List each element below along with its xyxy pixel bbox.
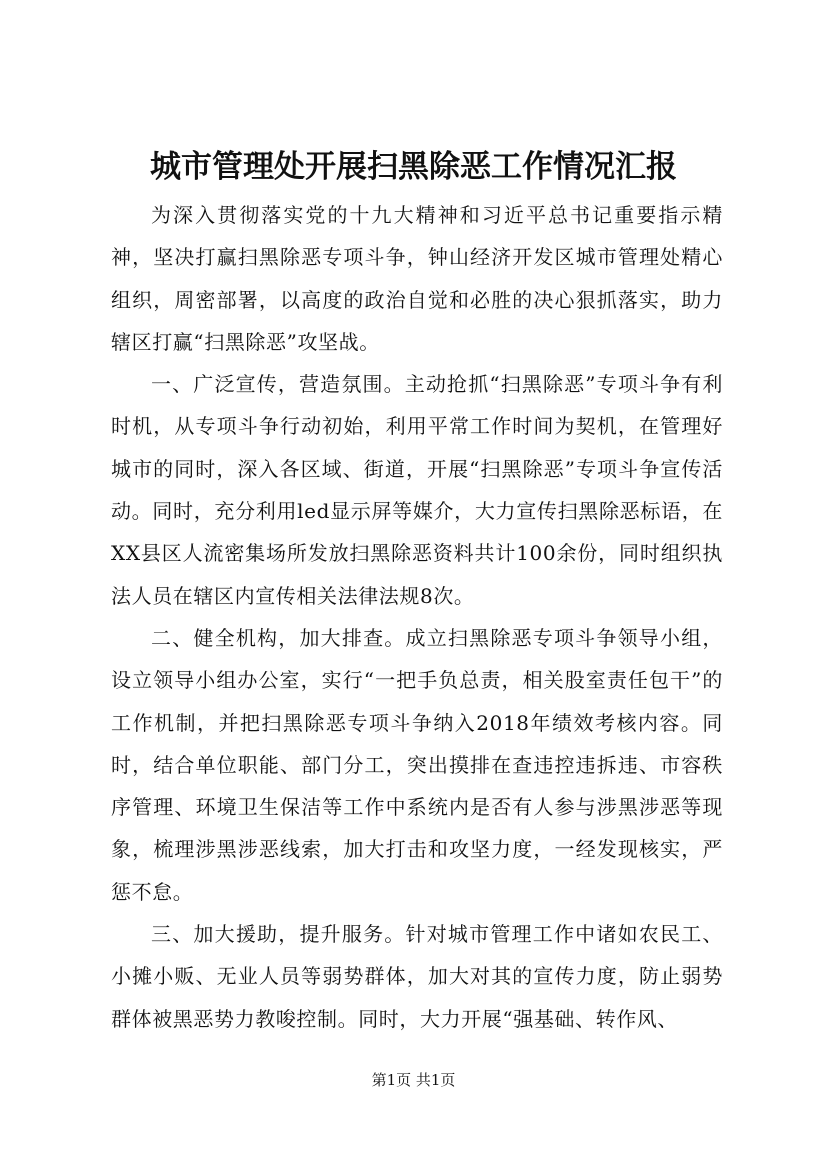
document-body	[111, 194, 723, 1040]
document-title: 城市管理处开展扫黑除恶工作情况汇报	[150, 149, 677, 185]
paragraph-intro: 为深入贯彻落实党的十九大精神和习近平总书记重要指示精神，坚决打赢扫黑除恶专项斗争，钟山经济开发区城市管理处精心组织，周密部署，以高度的政治自觉和必胜的决心狠抓落实，助力辖区打赢“扫黑除恶”攻坚战。	[111, 203, 723, 354]
paragraph-section-2: 二、健全机构，加大排查。成立扫黑除恶专项斗争领导小组，设立领导小组办公室，实行“一把手负总责，相关股室责任包干”的工作机制，并把扫黑除恶专项斗争纳入2018年绩效考核内容。同时，结合单位职能、部门分工，突出摸排在查违控违拆违、市容秩序管理、环境卫生保洁等工作中系统内是否有人参与涉黑涉恶等现象，梳理涉黑涉恶线索，加大打击和攻坚力度，一经发现核实，严惩不怠。	[111, 625, 723, 904]
page-footer: 第1页 共1页	[371, 1071, 456, 1089]
paragraph-section-1: 一、广泛宣传，营造氛围。主动抢抓“扫黑除恶”专项斗争有利时机，从专项斗争行动初始，利用平常工作时间为契机，在管理好城市的同时，深入各区域、街道，开展“扫黑除恶”专项斗争宣传活动。同时，充分利用led显示屏等媒介，大力宣传扫黑除恶标语，在XX县区人流密集场所发放扫黑除恶资料共计100余份，同时组织执法人员在辖区内宣传相关法律法规8次。	[111, 372, 723, 608]
paragraph-section-3: 三、加大援助，提升服务。针对城市管理工作中诸如农民工、小摊小贩、无业人员等弱势群体，加大对其的宣传力度，防止弱势群体被黑恶势力教唆控制。同时，大力开展“强基础、转作风、	[111, 922, 723, 1031]
